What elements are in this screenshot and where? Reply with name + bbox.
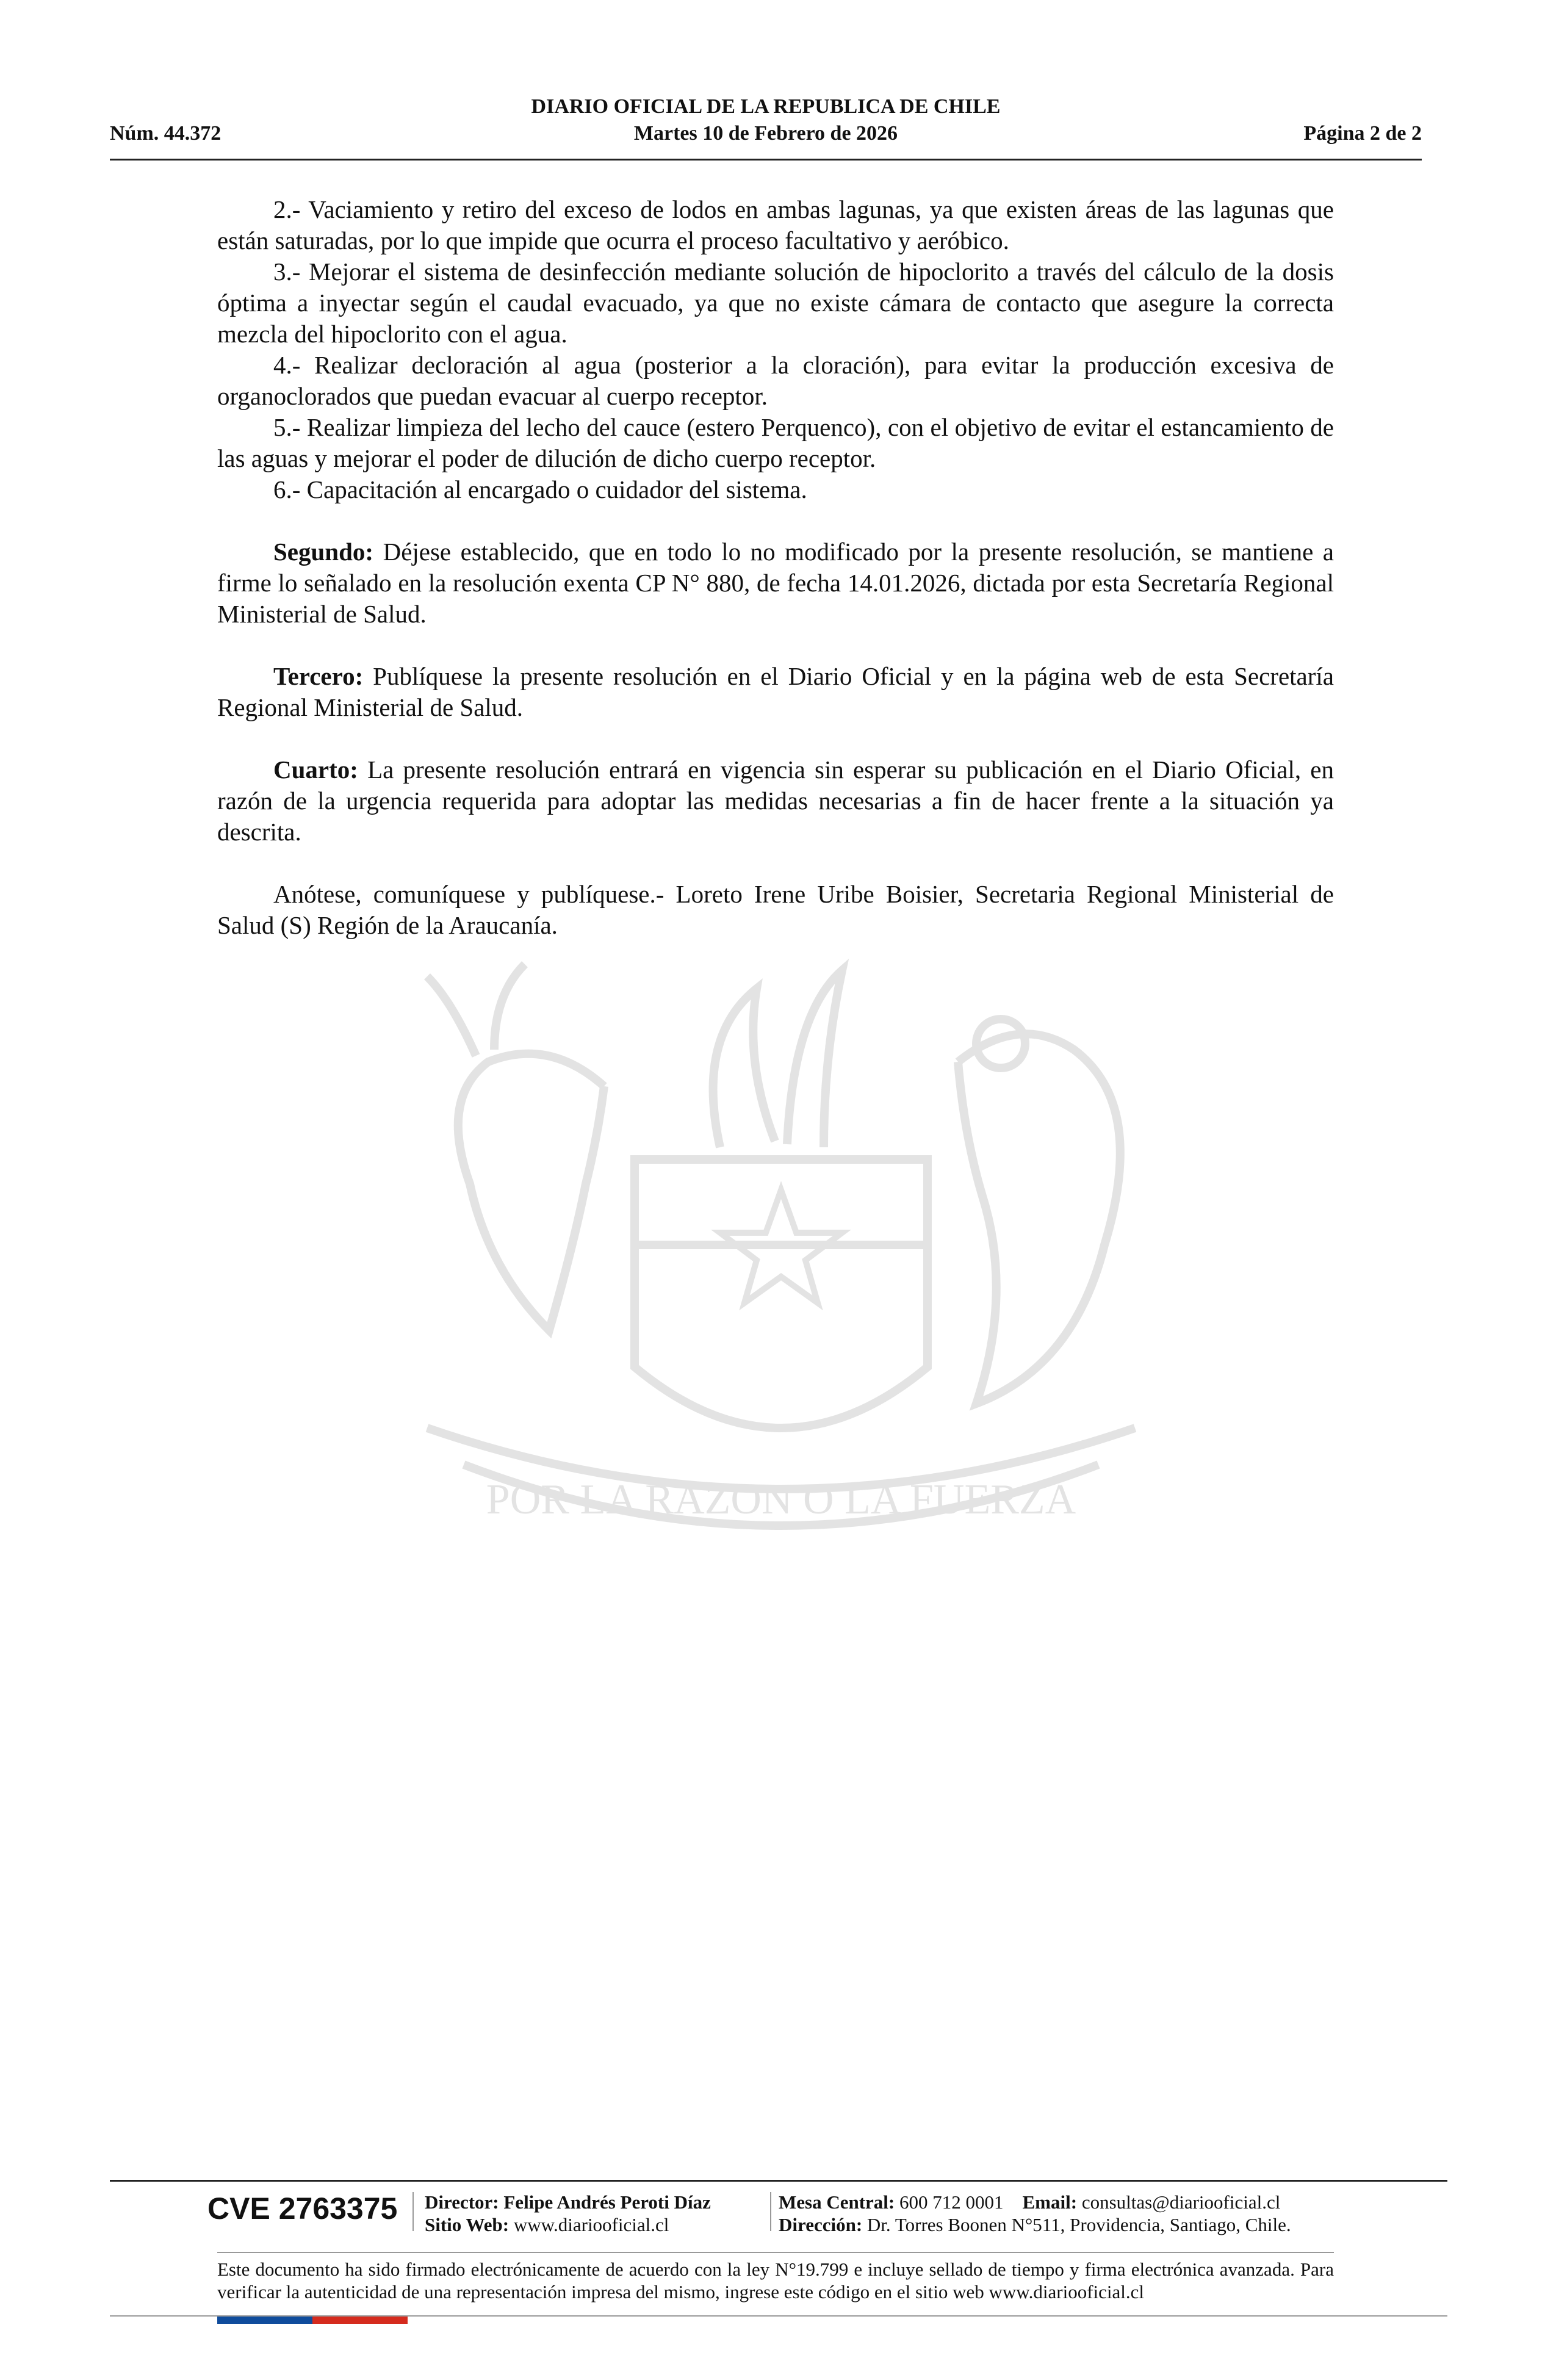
cve-code: CVE 2763375 [207, 2191, 398, 2226]
issue-date: Martes 10 de Febrero de 2026 [633, 122, 898, 145]
address-value: Dr. Torres Boonen N°511, Providencia, Santiago, Chile. [866, 2214, 1291, 2235]
item-3: 3.- Mejorar el sistema de desinfección mediante solución de hipoclorito a través del cálculo de la dosis óptima a inyectar según el caudal evacuado, ya que no existe cámara de contacto que asegure la correcta mezcla del hipoclorito con el agua. [217, 258, 1334, 348]
page-header [110, 93, 1422, 160]
cuarto-text: La presente resolución entrará en vigencia sin esperar su publicación en el Diario Oficial, en razón de la urgencia requerida para adoptar las medidas necesarias a fin de hacer frente a la situación ya descrita. [217, 755, 1334, 846]
email-link[interactable]: consultas@diariooficial.cl [1081, 2191, 1281, 2213]
legal-notice: Este documento ha sido firmado electrónicamente de acuerdo con la ley N°19.799 e incluye sellado de tiempo y firma electrónica avanzada. Para verificar la autenticidad de una representación impresa del mismo, ingrese este código en el sitio web www.diariooficial.cl [217, 2259, 1334, 2302]
segundo-label: Segundo: [273, 538, 374, 566]
coat-of-arms-watermark-icon [207, 903, 1355, 1666]
watermark-motto: POR LA RAZON O LA FUERZA [486, 1476, 1076, 1523]
tercero-paragraph [217, 661, 1334, 723]
resolution-body [217, 194, 1334, 941]
item-4: 4.- Realizar decloración al agua (posterior a la cloración), para evitar la producción excesiva de organoclorados que puedan evacuar al cuerpo receptor. [217, 351, 1334, 410]
footer-inner-divider [217, 2252, 1334, 2253]
address-label: Dirección: [779, 2214, 863, 2235]
cuarto-label: Cuarto: [273, 755, 358, 784]
cuarto-paragraph [217, 754, 1334, 848]
publication-title: DIARIO OFICIAL DE LA REPUBLICA DE CHILE [531, 95, 1001, 118]
footer-separator [770, 2192, 771, 2231]
email-label: Email: [1022, 2191, 1078, 2213]
director-label: Director: [425, 2191, 499, 2213]
footer-director-column [425, 2191, 711, 2236]
flag-segment [312, 2317, 360, 2324]
flag-color-bar [217, 2317, 408, 2324]
item-2: 2.- Vaciamiento y retiro del exceso de lodos en ambas lagunas, ya que existen áreas de las lagunas que están saturadas, por lo que impide que ocurra el proceso facultativo y aeróbico. [217, 195, 1334, 254]
page-number: Página 2 de 2 [1303, 122, 1422, 145]
mesa-label: Mesa Central: [779, 2191, 895, 2213]
website-label: Sitio Web: [425, 2214, 510, 2235]
footer-separator [412, 2192, 414, 2231]
director-name: Felipe Andrés Peroti Díaz [503, 2191, 711, 2213]
tercero-text: Publíquese la presente resolución en el Diario Oficial y en la página web de esta Secretaría Regional Ministerial de Salud. [217, 662, 1334, 721]
flag-segment [360, 2317, 408, 2324]
item-6: 6.- Capacitación al encargado o cuidador del sistema. [273, 475, 807, 503]
footer-contact-column [779, 2191, 1291, 2236]
segundo-text: Déjese establecido, que en todo lo no modificado por la presente resolución, se mantiene a firme lo señalado en la resolución exenta CP N° 880, de fecha 14.01.2026, dictada por esta Secretaría Regional Ministerial de Salud. [217, 538, 1334, 628]
website-link[interactable]: www.diariooficial.cl [513, 2214, 669, 2235]
issue-number: Núm. 44.372 [110, 122, 222, 145]
segundo-paragraph [217, 536, 1334, 630]
closing-paragraph: Anótese, comuníquese y publíquese.- Loreto Irene Uribe Boisier, Secretaria Regional Ministerial de Salud (S) Región de la Araucanía. [217, 880, 1334, 939]
footer-divider [110, 2180, 1447, 2182]
tercero-label: Tercero: [273, 662, 364, 690]
flag-segment [265, 2317, 312, 2324]
flag-segment [217, 2317, 265, 2324]
item-5: 5.- Realizar limpieza del lecho del cauce (estero Perquenco), con el objetivo de evitar el estancamiento de las aguas y mejorar el poder de dilución de dicho cuerpo receptor. [217, 413, 1334, 472]
mesa-phone: 600 712 0001 [899, 2191, 1004, 2213]
